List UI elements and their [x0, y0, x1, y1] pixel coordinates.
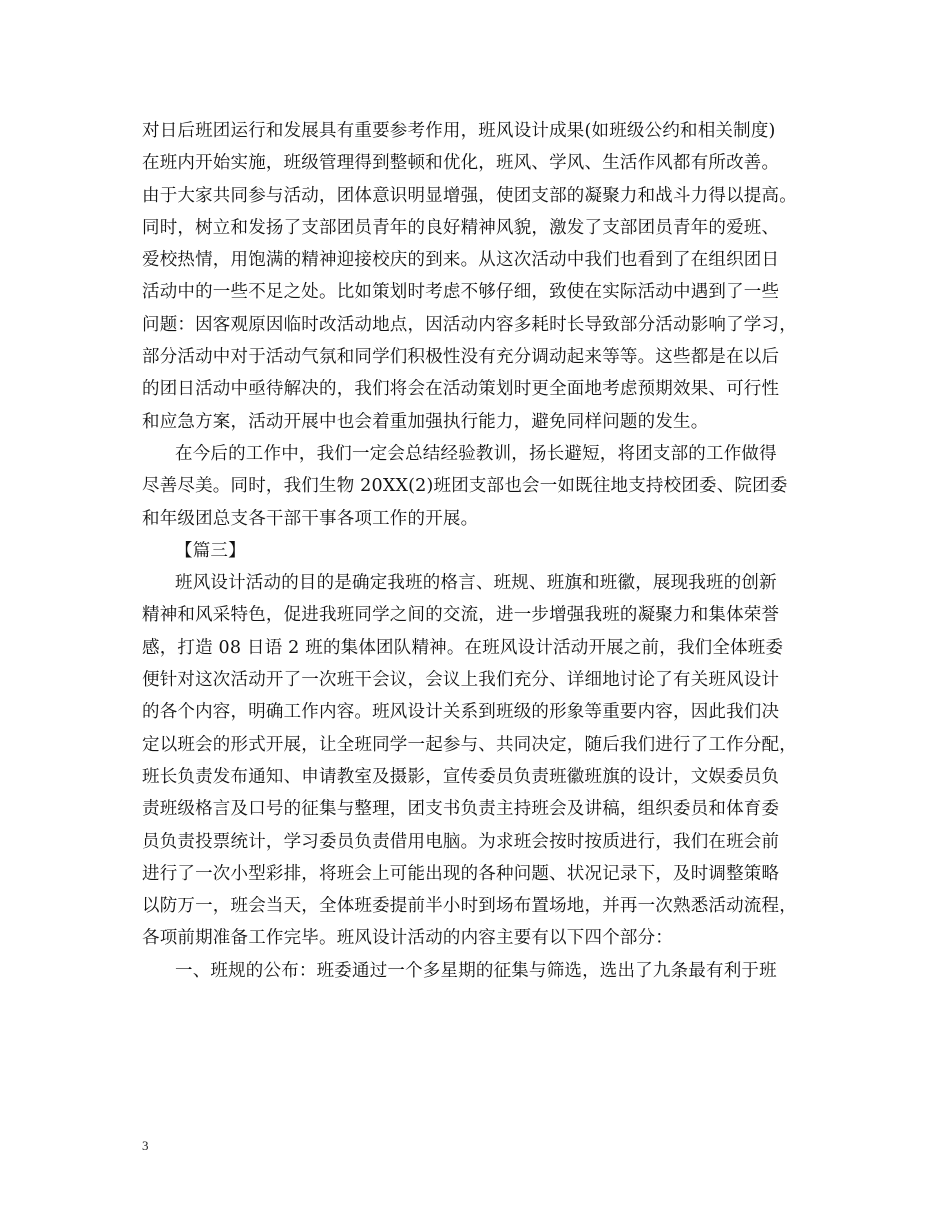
text-line: 和年级团总支各干部干事各项工作的开展。	[142, 508, 479, 529]
text-line: 以防万一，班会当天，全体班委提前半小时到场布置场地，并再一次熟悉活动流程，	[142, 896, 797, 917]
text-line: 便针对这次活动开了一次班干会议，会议上我们充分、详细地讨论了有关班风设计	[142, 670, 780, 691]
text-line: 在班内开始实施，班级管理得到整顿和优化，班风、学风、生活作风都有所改善。	[142, 153, 780, 174]
text-line: 尽善尽美。同时，我们生物 20XX(2)班团支部也会一如既往地支持校团委、院团委	[142, 476, 788, 497]
text-line: 员负责投票统计，学习委员负责借用电脑。为求班会按时按质进行，我们在班会前	[142, 831, 780, 852]
text-line: 定以班会的形式开展，让全班同学一起参与、共同决定，随后我们进行了工作分配，	[142, 734, 797, 755]
text-line: 对日后班团运行和发展具有重要参考作用，班风设计成果(如班级公约和相关制度)	[142, 121, 776, 141]
body-text	[142, 115, 822, 987]
paragraph-start-line: 班风设计活动的目的是确定我班的格言、班规、班旗和班徽，展现我班的创新	[175, 573, 777, 594]
text-line: 进行了一次小型彩排，将班会上可能出现的各种问题、状况记录下，及时调整策略	[142, 863, 780, 884]
text-line: 同时，树立和发扬了支部团员青年的良好精神风貌，激发了支部团员青年的爱班、	[142, 217, 780, 238]
text-line: 的团日活动中亟待解决的，我们将会在活动策划时更全面地考虑预期效果、可行性	[142, 379, 780, 400]
paragraph-start-line: 一、班规的公布：班委通过一个多星期的征集与筛选，选出了九条最有利于班	[175, 960, 777, 981]
text-line: 责班级格言及口号的征集与整理，团支书负责主持班会及讲稿，组织委员和体育委	[142, 799, 780, 820]
text-line: 精神和风采特色，促进我班同学之间的交流，进一步增强我班的凝聚力和集体荣誉	[142, 605, 780, 626]
text-line: 由于大家共同参与活动，团体意识明显增强，使团支部的凝聚力和战斗力得以提高。	[142, 185, 797, 206]
text-line: 的各个内容，明确工作内容。班风设计关系到班级的形象等重要内容，因此我们决	[142, 702, 780, 723]
page-number: 3	[142, 1138, 149, 1153]
text-line: 感，打造 08 日语 2 班的集体团队精神。在班风设计活动开展之前，我们全体班委	[142, 637, 784, 658]
text-line: 各项前期准备工作完毕。班风设计活动的内容主要有以下四个部分：	[142, 928, 673, 949]
text-line: 问题：因客观原因临时改活动地点，因活动内容多耗时长导致部分活动影响了学习，	[142, 314, 797, 335]
text-line: 活动中的一些不足之处。比如策划时考虑不够仔细，致使在实际活动中遇到了一些	[142, 282, 780, 303]
text-line: 和应急方案，活动开展中也会着重加强执行能力，避免同样问题的发生。	[142, 411, 709, 432]
paragraph-start-line: 在今后的工作中，我们一定会总结经验教训，扬长避短，将团支部的工作做得	[175, 443, 777, 464]
text-line: 部分活动中对于活动气氛和同学们积极性没有充分调动起来等等。这些都是在以后	[142, 347, 780, 368]
section-heading: 【篇三】	[175, 540, 246, 561]
text-line: 爱校热情，用饱满的精神迎接校庆的到来。从这次活动中我们也看到了在组织团日	[142, 250, 780, 271]
text-line: 班长负责发布通知、申请教室及摄影，宣传委员负责班徽班旗的设计，文娱委员负	[142, 766, 780, 787]
